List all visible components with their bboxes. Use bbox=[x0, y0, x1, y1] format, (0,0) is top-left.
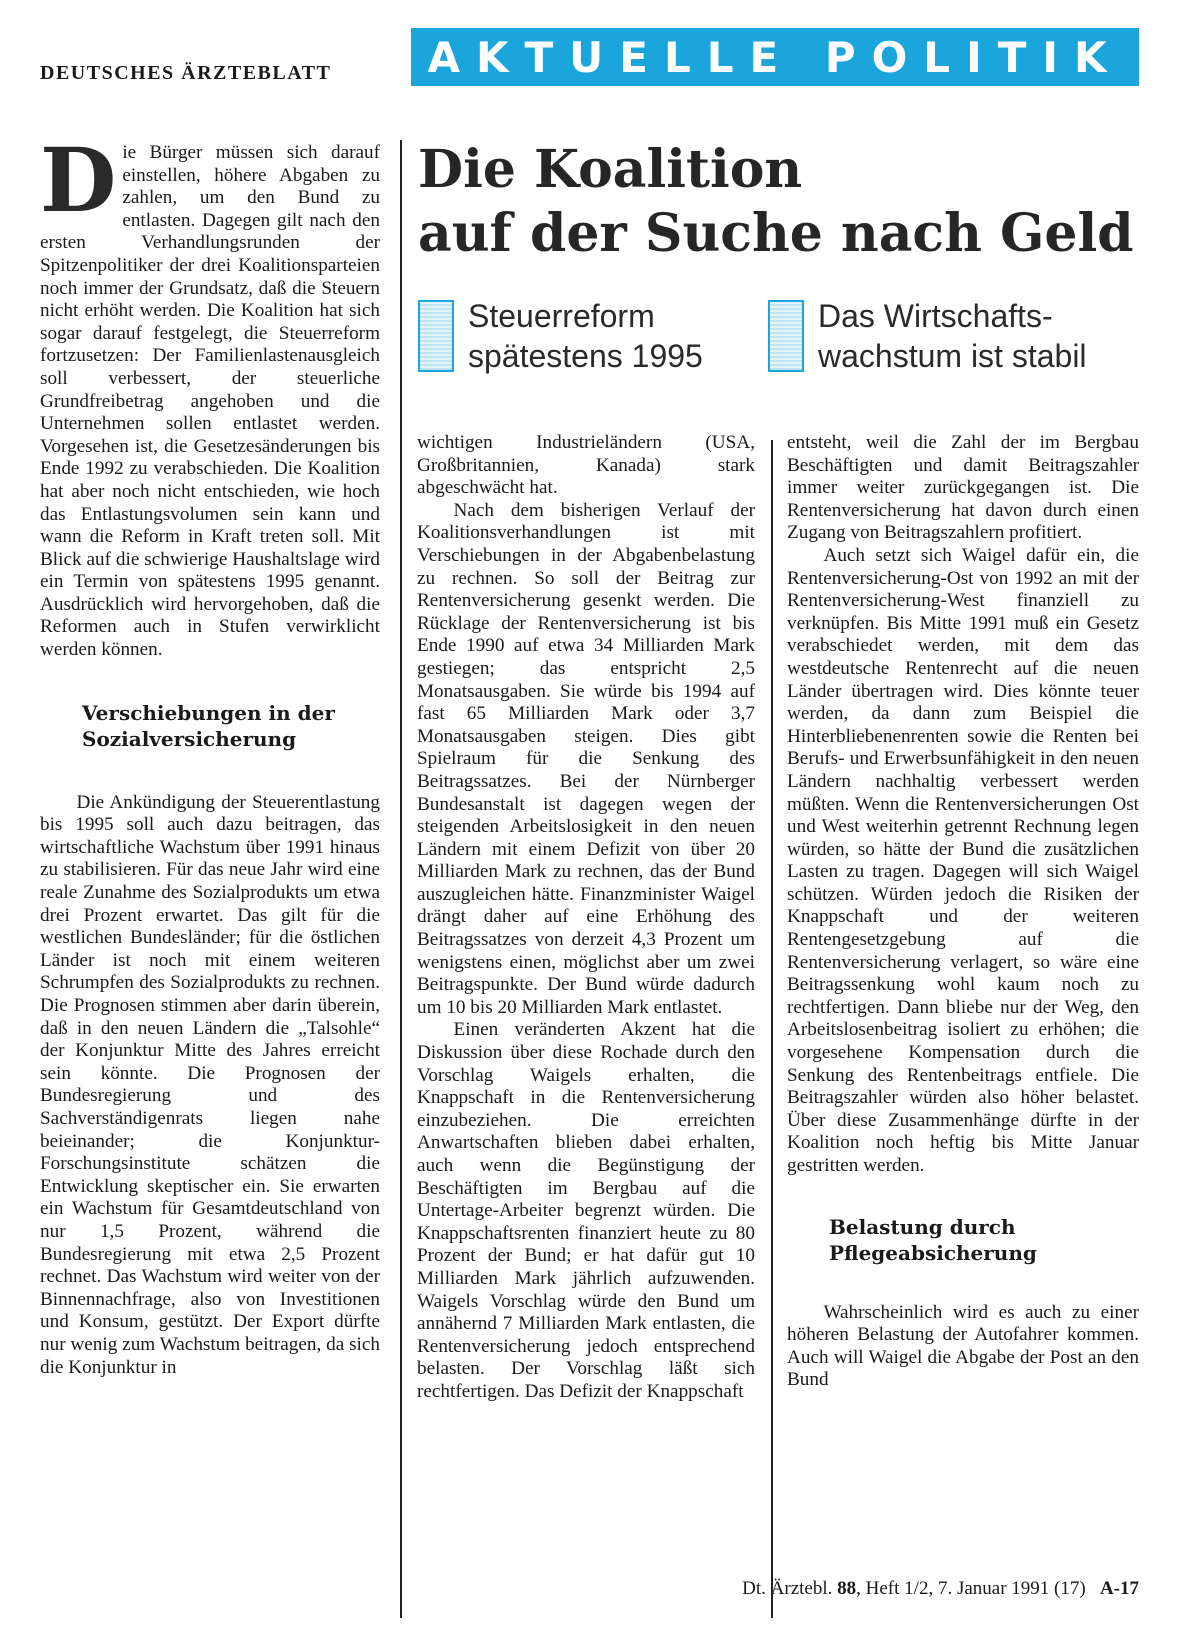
drop-cap: D bbox=[40, 128, 117, 232]
paragraph: Wahrscheinlich wird es auch zu einer höheren Belastung der Autofahrer kommen. Auch will Waigel die Abgabe der Post an den Bund bbox=[787, 1301, 1139, 1391]
headline-line-1: Die Koalition bbox=[418, 139, 803, 200]
subhead-box-icon bbox=[418, 300, 454, 372]
column-3 bbox=[787, 432, 1139, 1392]
subhead-1-line-1: Steuerreform bbox=[468, 298, 655, 334]
subhead-2-line-2: wachstum ist stabil bbox=[818, 338, 1087, 374]
subhead-2 bbox=[768, 296, 1087, 376]
subhead-2-text bbox=[818, 296, 1087, 376]
column-1 bbox=[40, 128, 380, 1379]
page-footer bbox=[742, 1578, 1139, 1600]
column-2 bbox=[417, 432, 755, 1404]
paragraph: entsteht, weil die Zahl der im Bergbau Beschäftigten und damit Beitragszahler immer weiter zurückgegangen ist. Die Rentenversicherung hat davon durch einen Zugang von Beitragszahlern profitiert. bbox=[787, 432, 1139, 544]
paragraph: Einen veränderten Akzent hat die Diskussion über diese Rochade durch den Vorschlag Waigels erhalten, die Knappschaft in die Rentenversicherung einzubeziehen. Die erreichten Anwartschaften blieben dabei erhalten, auch wenn die Begünstigung der Beschäftigten im Bergbau auf die Untertage-Arbeiter begrenzt würden. Die Knappschaftsrenten finanziert heute zu 80 Prozent der Bund; er hat dafür gut 10 Milliarden Mark jährlich aufzuwenden. Waigels Vorschlag würde den Bund um annähernd 7 Milliarden Mark entlasten, die Rentenversicherung jedoch entsprechend belasten. Der Vorschlag läßt sich rechtfertigen. Das Defizit der Knappschaft bbox=[417, 1019, 755, 1402]
paragraph: wichtigen Industrieländern (USA, Großbritannien, Kanada) stark abgeschwächt hat. bbox=[417, 432, 755, 499]
intro-paragraph bbox=[40, 128, 380, 662]
paragraph: Nach dem bisherigen Verlauf der Koalitionsverhandlungen ist mit Verschiebungen in der Abgabenbelastung zu rechnen. So soll der Beitrag zur Rentenversicherung gesenkt werden. Die Rücklage der Rentenversicherung ist bis Ende 1990 auf etwa 34 Milliarden Mark gestiegen; das entspricht 2,5 Monatsausgaben. Sie würde bis 1994 auf fast 65 Milliarden Mark oder 3,7 Monatsausgaben steigen. Dies gibt Spielraum für die Senkung des Beitragssatzes. Bei der Nürnberger Bundesanstalt ist dagegen wegen der steigenden Arbeitslosigkeit in den neuen Ländern mit einem Defizit von über 20 Milliarden Mark zu rechnen, das der Bund auszugleichen hätte. Finanzminister Waigel drängt daher auf eine Erhöhung des Beitragssatzes von derzeit 4,3 Prozent um wenigstens einen, möglichst aber um zwei Beitragspunkte. Der Bund würde dadurch um 10 bis 20 Milliarden Mark entlastet. bbox=[417, 499, 755, 1018]
citation-issue: , Heft 1/2, 7. Januar 1991 (17) bbox=[856, 1578, 1086, 1599]
intro-text: ie Bürger müssen sich darauf einstellen, höhere Abgaben zu zahlen, um den Bund zu entlasten. Dagegen gilt nach den ersten Verhandlungsrunden der Spitzenpolitiker der drei Koalitionsparteien noch immer der Grundsatz, daß die Steuern nicht erhöht werden. Die Koalition hat sich sogar darauf festgelegt, die Steuerreform fortzusetzen: Der Familienlastenausgleich soll verbessert, der steuerliche Grundfreibetrag angehoben und die Unternehmen sollen entlastet werden. Vorgesehen ist, die Gesetzesänderungen bis Ende 1992 zu verabschieden. Die Koalition hat aber noch nicht entschieden, wie hoch das Entlastungsvolumen sein kann und wann die Reform in Kraft treten soll. Mit Blick auf die schwierige Haushaltslage wird ein Termin von spätestens 1995 genannt. Ausdrücklich wird hervorgehoben, daß die Reformen auch in Stufen verwirklicht werden können. bbox=[40, 142, 380, 661]
section-heading: Verschiebungen in der Sozialversicherung bbox=[82, 700, 335, 751]
section-banner: AKTUELLE POLITIK bbox=[411, 28, 1139, 86]
paragraph: Auch setzt sich Waigel dafür ein, die Rentenversicherung-Ost von 1992 an mit der Rentenversicherung-West finanziell zu verknüpfen. Bis Mitte 1991 muß ein Gesetz verabschiedet werden, mit dem das westdeutsche Rentenrecht auf die neuen Länder übertragen wird. Dies könnte teuer werden, da dann zum Beispiel die Hinterbliebenenrenten sowie die Renten bei Berufs- und Erwerbsunfähigkeit in den neuen Ländern nachhaltig verbessert werden müßten. Wenn die Rentenversicherungen Ost und West weiterhin getrennt Rechnung legen würden, so hätte der Bund die zusätzlichen Lasten zu tragen. Dagegen will sich Waigel schützen. Würden jedoch die Risiken der Knappschaft und der weiteren Rentengesetzgebung auf die Rentenversicherung verlagert, so wäre eine Beitragssenkung wohl kaum noch zu rechtfertigen. Dann bliebe nur der Weg, den Arbeitslosenbeitrag isoliert zu erhöhen; die vorgesehene Kompensation durch die Senkung des Rentenbeitrags entfiele. Die Beitragszahler würden also höher belastet. Über diese Zusammenhänge dürfte in der Koalition noch heftig bis Mitte Januar gestritten werden. bbox=[787, 544, 1139, 1176]
paragraph: Die Ankündigung der Steuerentlastung bis 1995 soll auch dazu beitragen, das wirtschaftliche Wachstum über 1991 hinaus zu stabilisieren. Für das neue Jahr wird eine reale Zunahme des Sozialprodukts um etwa drei Prozent erwartet. Das gilt für die westlichen Bundesländer; für die östlichen Länder ist noch mit einem weiteren Schrumpfen des Sozialprodukts zu rechnen. Die Prognosen stimmen aber darin überein, daß in den neuen Ländern die „Talsohle“ der Konjunktur Mitte des Jahres erreicht sein könnte. Die Prognosen der Bundesregierung und des Sachverständigenrats liegen nahe beieinander; die Konjunktur-Forschungsinstitute schätzen die Entwicklung skeptischer ein. Sie erwarten ein Wachstum für Gesamtdeutschland von nur 1,5 Prozent, während die Bundesregierung mit etwa 2,5 Prozent rechnet. Das Wachstum wird weiter von der Binnennachfrage, also von Investitionen und Konsum, gestützt. Der Export dürfte nur wenig zum Wachstum beitragen, da sich die Konjunktur in bbox=[40, 791, 380, 1378]
subhead-2-line-1: Das Wirtschafts- bbox=[818, 298, 1053, 334]
column-rule bbox=[771, 440, 773, 1618]
column-rule bbox=[400, 140, 402, 1618]
headline bbox=[418, 138, 1148, 266]
subhead-1-line-2: spätestens 1995 bbox=[468, 338, 703, 374]
section-heading: Belastung durch Pflegeabsicherung bbox=[829, 1214, 1037, 1265]
citation-volume: 88 bbox=[837, 1578, 857, 1599]
subhead-1-text bbox=[468, 296, 703, 376]
page-number: A-17 bbox=[1099, 1578, 1139, 1599]
citation-journal: Dt. Ärztebl. bbox=[742, 1578, 833, 1599]
subhead-1 bbox=[418, 296, 703, 376]
masthead: DEUTSCHES ÄRZTEBLATT bbox=[40, 62, 332, 84]
headline-line-2: auf der Suche nach Geld bbox=[418, 203, 1134, 264]
subhead-box-icon bbox=[768, 300, 804, 372]
